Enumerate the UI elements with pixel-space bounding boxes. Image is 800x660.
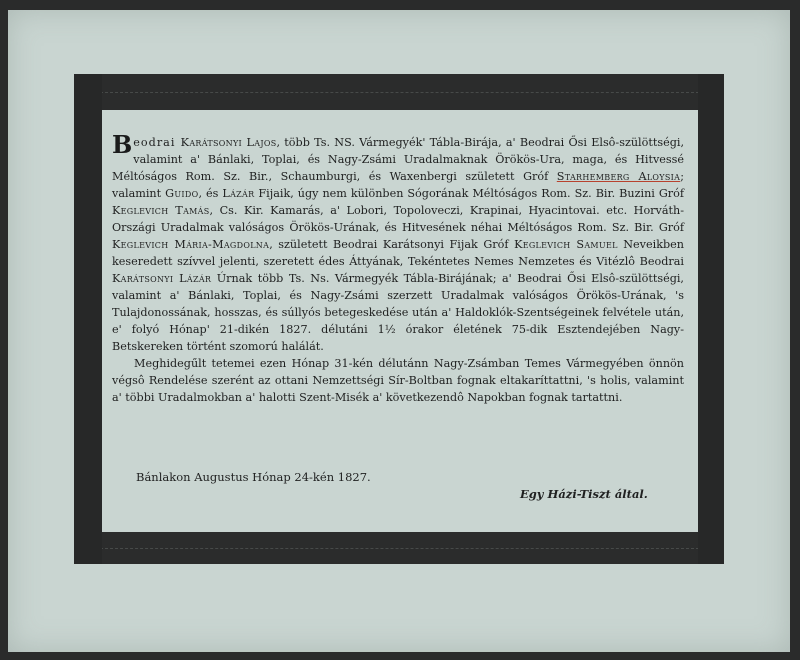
name-karatsonyi-lajos: Karátsonyi Lajos	[180, 136, 277, 149]
name-keglevich-samuel: Keglevich Samuel	[514, 238, 618, 251]
mourning-border-bottom	[96, 532, 708, 564]
signature: Egy Házi-Tiszt által.	[520, 487, 648, 501]
notice-body	[112, 130, 685, 406]
name-keglevich-tamas: Keglevich Tamás	[112, 204, 210, 217]
name-karatsonyi-lazar: Karátsonyi Lázár	[112, 272, 212, 285]
name-lazar: Lázár	[222, 187, 255, 200]
drop-cap: B	[112, 130, 133, 159]
mourning-border-top	[96, 74, 708, 110]
date-line: Bánlakon Augustus Hónap 24-kén 1827.	[136, 470, 371, 484]
name-keglevich-maria-magdolna: Keglevich Mária-Magdolna	[112, 238, 270, 251]
name-guido: Guido	[165, 187, 199, 200]
mourning-border-right	[698, 74, 724, 564]
notice-paragraph-1: Beodrai Karátsonyi Lajos, több Ts. NS. Vármegyék' Tábla-Birája, a' Beodrai Ősi Elsô-szülöttségi, valamint a' Bánlaki, Toplai, és Nagy-Zsámi Uradalmaknak Örökös-Ura, maga, és Hitvessé Méltóságos Rom. Sz. Bir., Schaumburgi, és Waxenbergi született Gróf Starhemberg Aloysia; valamint Guido, és Lázár Fijaik, úgy nem különben Sógorának Méltóságos Rom. Sz. Bir. Buzini Gróf Keglevich Tamás, Cs. Kir. Kamarás, a' Lobori, Topoloveczi, Krapinai, Hyacintovai. etc. Horváth-Országi Uradalmak valóságos Örökös-Urának, és Hitvesének néhai Méltóságos Rom. Sz. Bir. Gróf Keglevich Mária-Magdolna, született Beodrai Karátsonyi Fijak Gróf Keglevich Samuel Neveikben keseredett szívvel jelenti, szeretett édes Áttyának, Tekéntetes Nemes Nemzetes és Vitézlô Beodrai Karátsonyi Lázár Úrnak több Ts. Ns. Vármegyék Tábla-Birájának; a' Beodrai Ősi Elsô-szülöttségi, valamint a' Bánlaki, Toplai, és Nagy-Zsámi szerzett Uradalmak valóságos Örökös-Urának, 's Tulajdonossának, hosszas, és súllyós betegeskedése után a' Haldoklók-Szentségeinek felvétele után, e' folyó Hónap' 21-dikén 1827. délutáni 1½ órakor életének 75-dik Esztendejében Nagy-Betskereken történt szomorú halálát.	[112, 130, 685, 353]
name-starhemberg-aloysia: Starhemberg Aloysia	[556, 170, 681, 183]
notice-paragraph-2: Meghidegűlt tetemei ezen Hónap 31-kén délutánn Nagy-Zsámban Temes Vármegyében önnön végsô Rendelése szerént az ottani Nemzettségi Sír-Boltban fognak eltakaríttattni, 's holis, valamint a' többi Uradalmokban a' halotti Szent-Misék a' következendô Napokban fognak tartattni.	[112, 357, 684, 404]
mourning-border-left	[74, 74, 102, 564]
